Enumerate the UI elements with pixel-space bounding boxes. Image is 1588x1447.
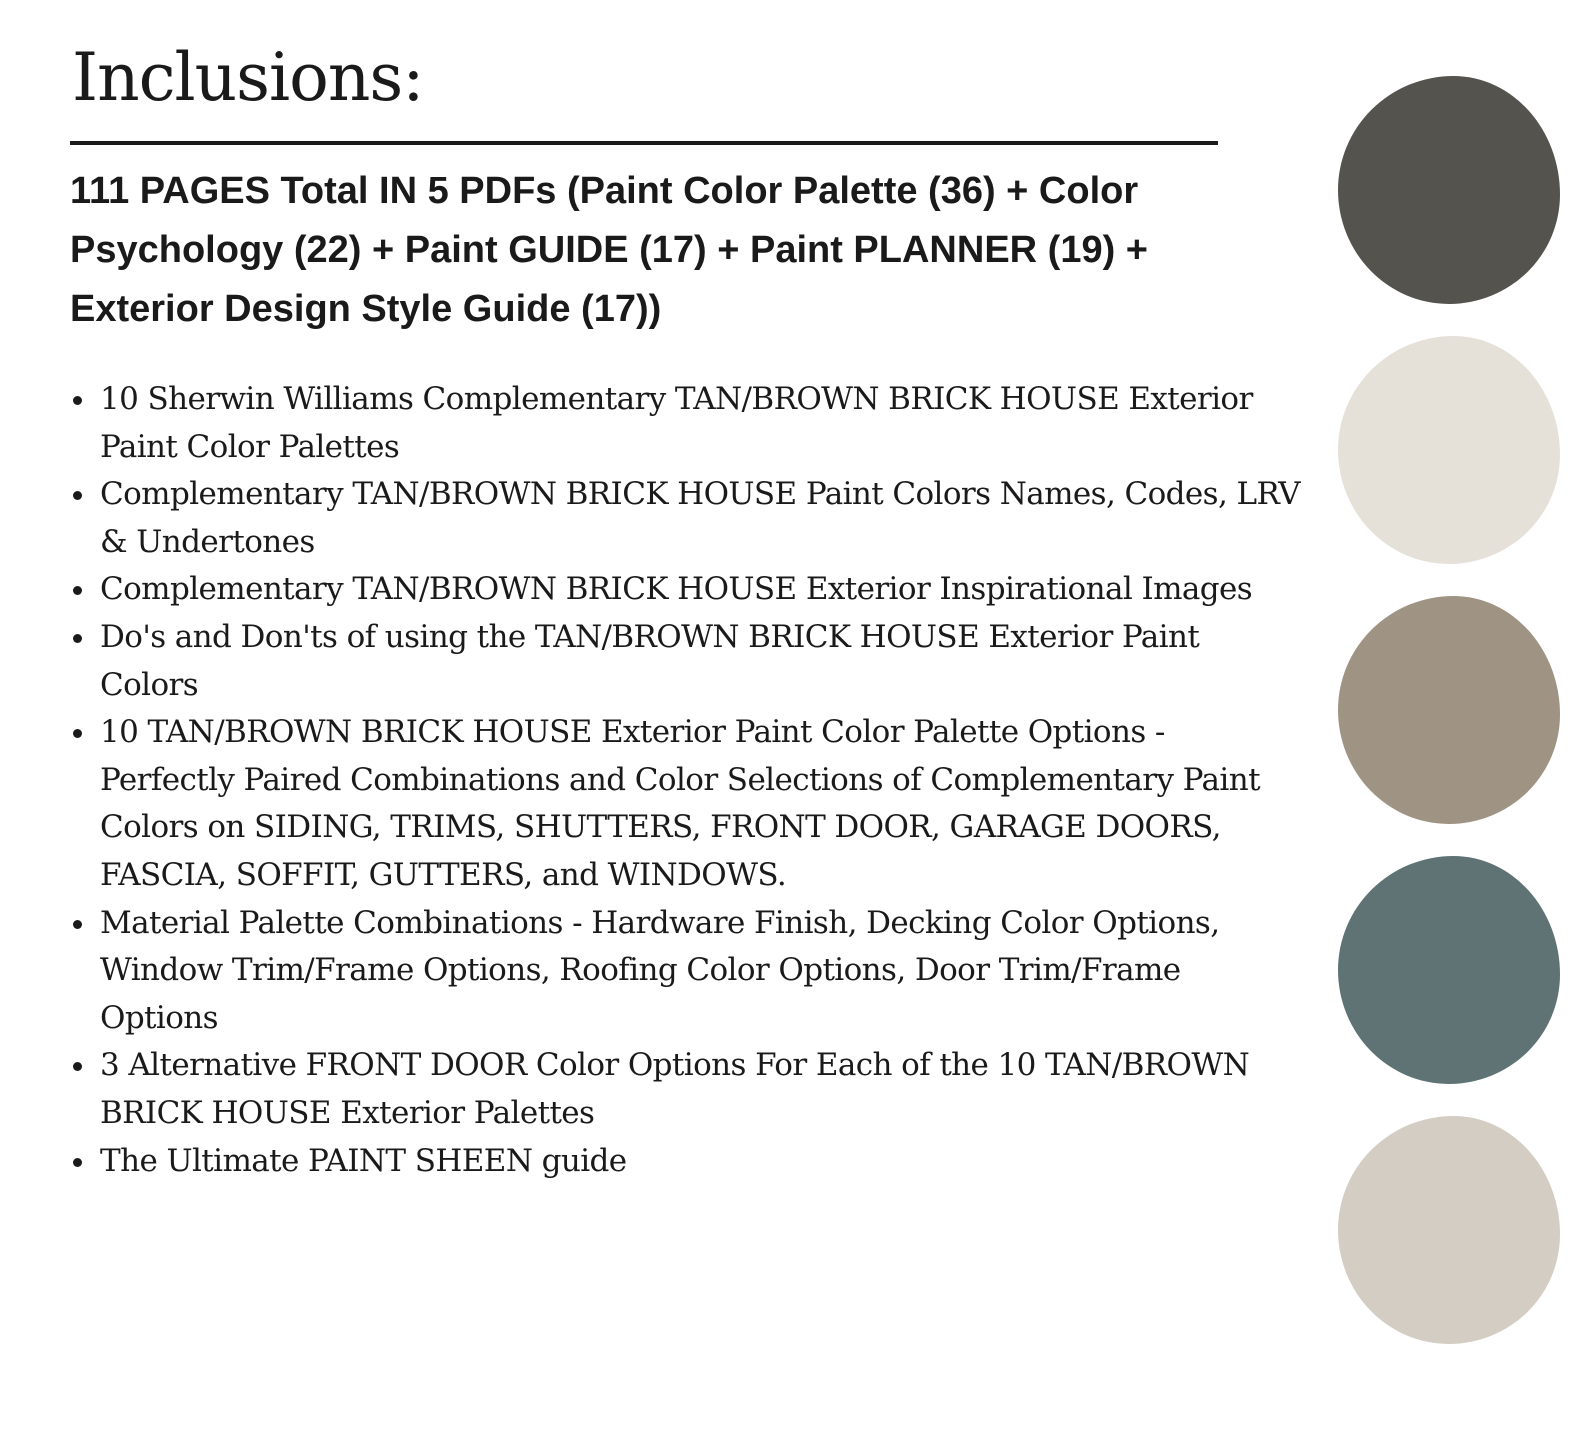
page-title: Inclusions: — [72, 39, 424, 116]
color-swatch-column — [1338, 76, 1560, 1376]
list-item: 3 Alternative FRONT DOOR Color Options For Each of the 10 TAN/BROWN BRICK HOUSE Exterior Palettes — [100, 1042, 1300, 1137]
color-swatch-greige — [1338, 1116, 1560, 1344]
color-swatch-taupe — [1338, 596, 1560, 824]
color-swatch-charcoal — [1338, 76, 1560, 304]
title-divider — [70, 141, 1218, 145]
list-item: Complementary TAN/BROWN BRICK HOUSE Paint Colors Names, Codes, LRV & Undertones — [100, 471, 1300, 566]
list-item: Complementary TAN/BROWN BRICK HOUSE Exterior Inspirational Images — [100, 566, 1300, 614]
list-item: Do's and Don'ts of using the TAN/BROWN BRICK HOUSE Exterior Paint Colors — [100, 614, 1300, 709]
inclusions-list — [70, 376, 1300, 1185]
page-count-summary: 111 PAGES Total IN 5 PDFs (Paint Color Palette (36) + Color Psychology (22) + Paint GUIDE (17) + Paint PLANNER (19) + Exterior Design Style Guide (17)) — [70, 170, 1148, 330]
color-swatch-slate-blue — [1338, 856, 1560, 1084]
list-item: The Ultimate PAINT SHEEN guide — [100, 1138, 1300, 1186]
list-item: Material Palette Combinations - Hardware Finish, Decking Color Options, Window Trim/Frame Options, Roofing Color Options, Door Trim/Frame Options — [100, 900, 1300, 1043]
list-item: 10 Sherwin Williams Complementary TAN/BROWN BRICK HOUSE Exterior Paint Color Palettes — [100, 376, 1300, 471]
list-item: 10 TAN/BROWN BRICK HOUSE Exterior Paint Color Palette Options - Perfectly Paired Combinations and Color Selections of Complementary Paint Colors on SIDING, TRIMS, SHUTTERS, FRONT DOOR, GARAGE DOORS, FASCIA, SOFFIT, GUTTERS, and WINDOWS. — [100, 709, 1300, 899]
color-swatch-cream — [1338, 336, 1560, 564]
